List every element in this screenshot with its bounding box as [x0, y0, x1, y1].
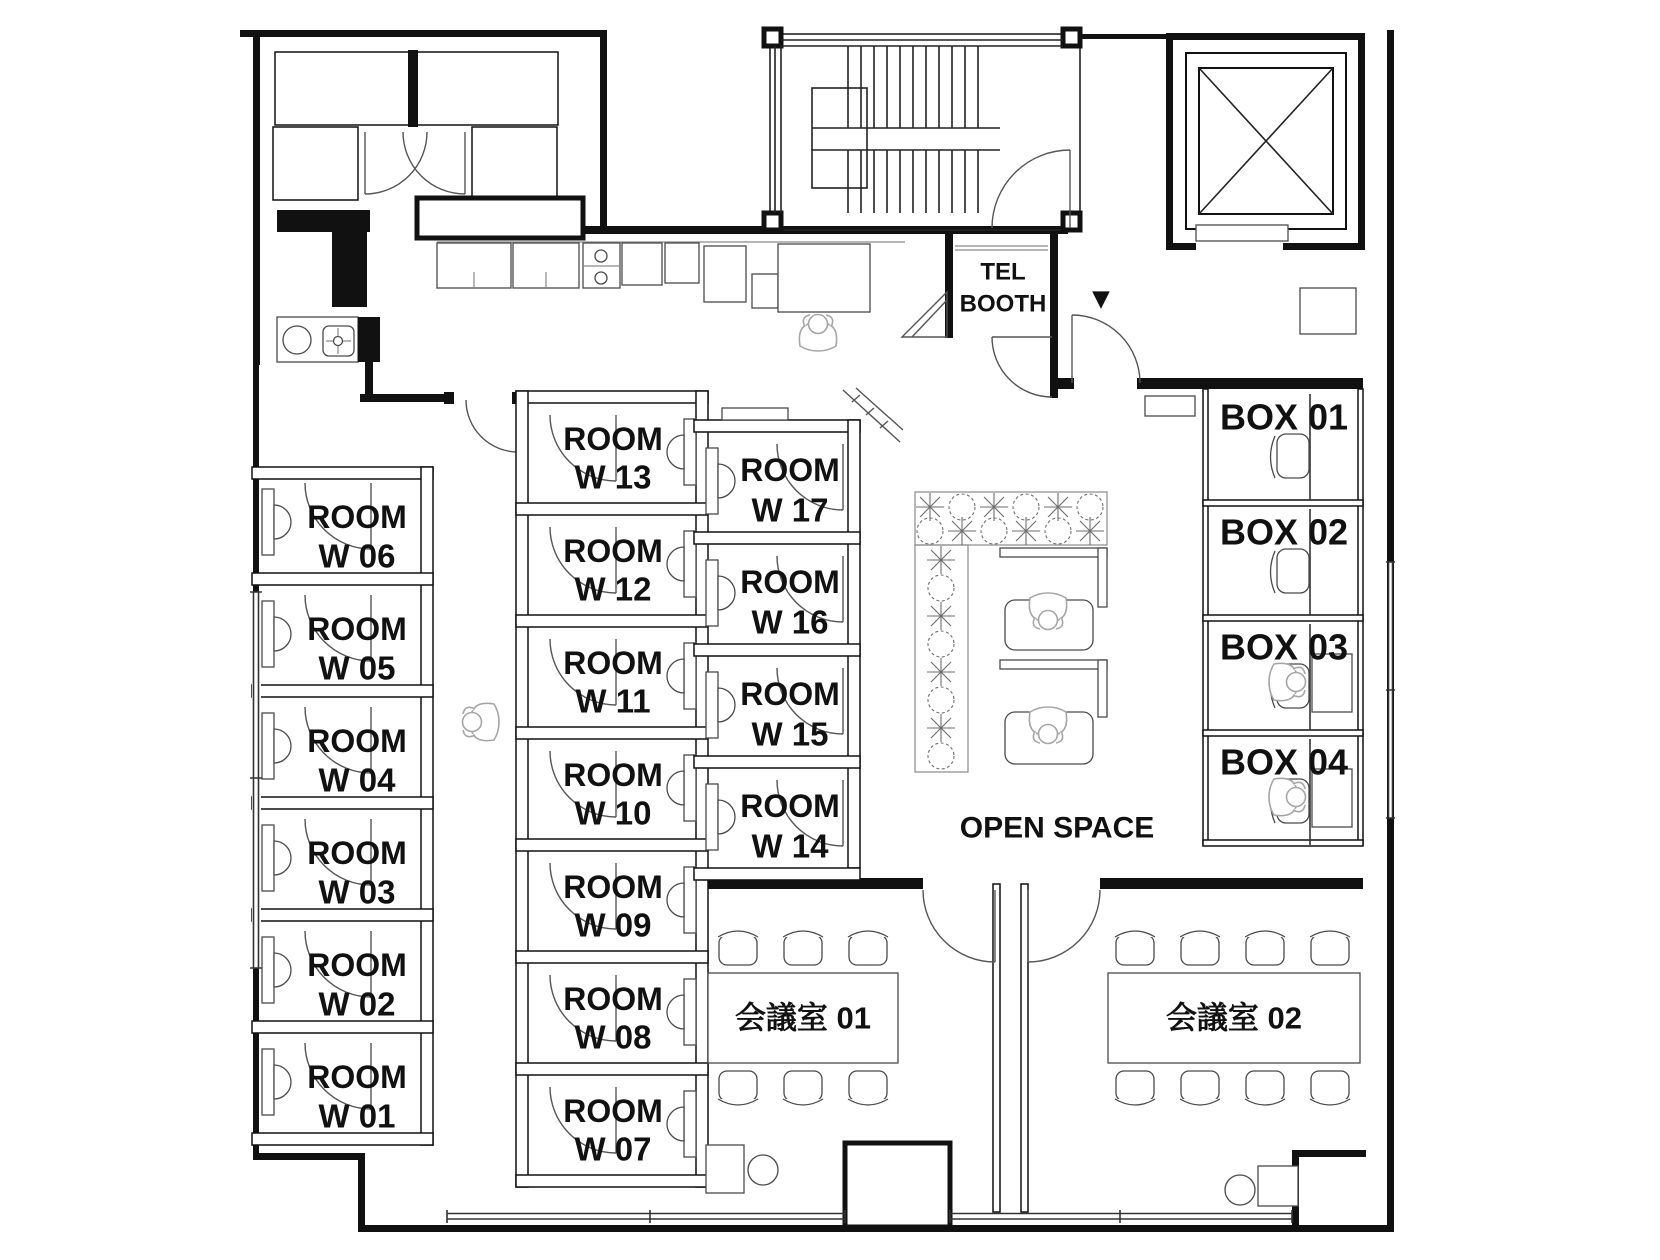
bin-icon — [748, 1155, 778, 1185]
bin-icon — [1225, 1175, 1255, 1205]
room-w05 — [262, 595, 407, 687]
room-word: ROOM — [307, 947, 407, 983]
box-label: BOX 04 — [1219, 741, 1349, 783]
room-word: ROOM — [307, 611, 407, 647]
door-arc-icon — [923, 890, 995, 962]
pillar — [845, 1143, 950, 1227]
room-number: W 02 — [318, 985, 396, 1023]
room-number: W 16 — [751, 603, 829, 641]
chair-icon — [1310, 931, 1350, 965]
room-box04 — [1220, 739, 1352, 845]
room-word: ROOM — [307, 499, 407, 535]
chair-icon — [1180, 931, 1220, 965]
room-word: ROOM — [563, 869, 663, 905]
tel-booth-label-line2: BOOTH — [959, 290, 1047, 318]
room-number: W 08 — [574, 1018, 652, 1056]
room-word: ROOM — [563, 757, 663, 793]
room-word: ROOM — [740, 676, 840, 712]
stair-treads — [812, 46, 1000, 213]
chair-icon — [1310, 1071, 1350, 1105]
room-w11 — [550, 639, 696, 720]
room-w07 — [550, 1087, 696, 1168]
room-word: ROOM — [563, 1093, 663, 1129]
room-number: W 15 — [751, 715, 829, 753]
work-desk — [778, 244, 870, 312]
room-box03 — [1220, 624, 1352, 730]
room-w04 — [262, 707, 407, 799]
room-box01 — [1220, 394, 1348, 500]
door-arc-icon — [403, 132, 465, 194]
room-w15 — [706, 668, 843, 753]
chair-icon — [848, 931, 888, 965]
chair-icon — [848, 1071, 888, 1105]
room-w14 — [706, 780, 843, 865]
room-number: W 14 — [751, 827, 829, 865]
side-table — [752, 274, 778, 308]
lobby-cabinet — [1300, 288, 1356, 334]
chair-icon — [1180, 1071, 1220, 1105]
storage-room — [417, 198, 583, 238]
door-arc-icon — [992, 337, 1052, 397]
room-number: W 09 — [574, 906, 652, 944]
cabinet — [1258, 1166, 1298, 1206]
room-number: W 07 — [574, 1130, 652, 1168]
room-word: ROOM — [740, 788, 840, 824]
room-number: W 06 — [318, 537, 396, 575]
person-icon — [1029, 593, 1066, 630]
room-w08 — [550, 975, 696, 1056]
entrance-marker-icon: ▼ — [1086, 282, 1116, 316]
meeting-room-2-label: 会議室 02 — [1165, 1000, 1303, 1036]
room-w06 — [262, 483, 407, 575]
box-label: BOX 03 — [1219, 626, 1349, 668]
chair-icon — [783, 931, 823, 965]
shelf — [722, 408, 788, 420]
room-number: W 05 — [318, 649, 396, 687]
room-w03 — [262, 819, 407, 911]
elevator — [1166, 33, 1365, 250]
chair-icon — [1245, 1071, 1285, 1105]
middle-room-bank — [516, 391, 708, 1187]
room-number: W 04 — [318, 761, 396, 799]
elevator-sill — [1196, 225, 1288, 241]
person-icon — [1269, 778, 1306, 815]
room-number: W 17 — [751, 491, 829, 529]
room-number: W 11 — [575, 682, 651, 720]
box-bank — [1203, 389, 1363, 846]
box-label: BOX 02 — [1219, 511, 1349, 553]
door-arc-icon — [992, 150, 1070, 228]
person-icon — [463, 703, 500, 740]
chair-icon — [1115, 1071, 1155, 1105]
corner-feature — [902, 292, 947, 337]
room-word: ROOM — [563, 981, 663, 1017]
room-number: W 01 — [318, 1097, 396, 1135]
chair-icon — [1115, 931, 1155, 965]
meeting-rooms — [706, 884, 1360, 1227]
room-word: ROOM — [563, 421, 663, 457]
room-w09 — [550, 863, 696, 944]
room-word: ROOM — [307, 835, 407, 871]
meeting-room-1-label: 会議室 01 — [734, 1000, 872, 1036]
room-word: ROOM — [740, 452, 840, 488]
room-word: ROOM — [740, 564, 840, 600]
tel-booth — [945, 234, 1058, 398]
door-arc-icon — [1028, 890, 1100, 962]
kitchen-appliance — [622, 243, 662, 285]
door-arc-icon — [466, 400, 518, 452]
room-w02 — [262, 931, 407, 1023]
room-w13 — [550, 415, 696, 496]
room-w16 — [706, 556, 843, 641]
room-number: W 13 — [574, 458, 652, 496]
refrigerator — [704, 246, 746, 302]
chair-icon — [718, 931, 758, 965]
kitchen — [437, 242, 905, 442]
room-w01 — [262, 1043, 407, 1135]
room-box02 — [1220, 509, 1348, 615]
room-word: ROOM — [563, 533, 663, 569]
box-label: BOX 01 — [1219, 396, 1349, 438]
chair-icon — [1245, 931, 1285, 965]
meeting-room-2 — [1108, 931, 1360, 1206]
person-icon — [1269, 663, 1306, 700]
room-w12 — [550, 527, 696, 608]
sofa-booth — [1000, 660, 1107, 764]
entry-shelf — [1145, 396, 1195, 416]
door-arc-icon — [365, 132, 427, 194]
room-word: ROOM — [307, 723, 407, 759]
room-number: W 12 — [574, 570, 652, 608]
open-space-label: OPEN SPACE — [959, 811, 1155, 845]
chair-icon — [783, 1071, 823, 1105]
room-number: W 10 — [574, 794, 652, 832]
room-word: ROOM — [563, 645, 663, 681]
room-w10 — [550, 751, 696, 832]
basin-icon — [283, 326, 311, 354]
person-icon — [799, 315, 836, 352]
stairwell — [764, 29, 1080, 230]
tel-booth-label-line1: TEL — [980, 258, 1026, 286]
room-word: ROOM — [307, 1059, 407, 1095]
left-room-bank — [252, 467, 433, 1145]
room-w17 — [706, 444, 843, 529]
chair-icon — [718, 1071, 758, 1105]
kitchen-appliance — [665, 243, 699, 283]
cabinet — [706, 1145, 744, 1193]
sofa-booth — [1000, 548, 1107, 650]
right-room-bank — [694, 408, 860, 880]
person-icon — [1029, 707, 1066, 744]
entry-door-arc-icon — [1072, 315, 1140, 383]
room-number: W 03 — [318, 873, 396, 911]
